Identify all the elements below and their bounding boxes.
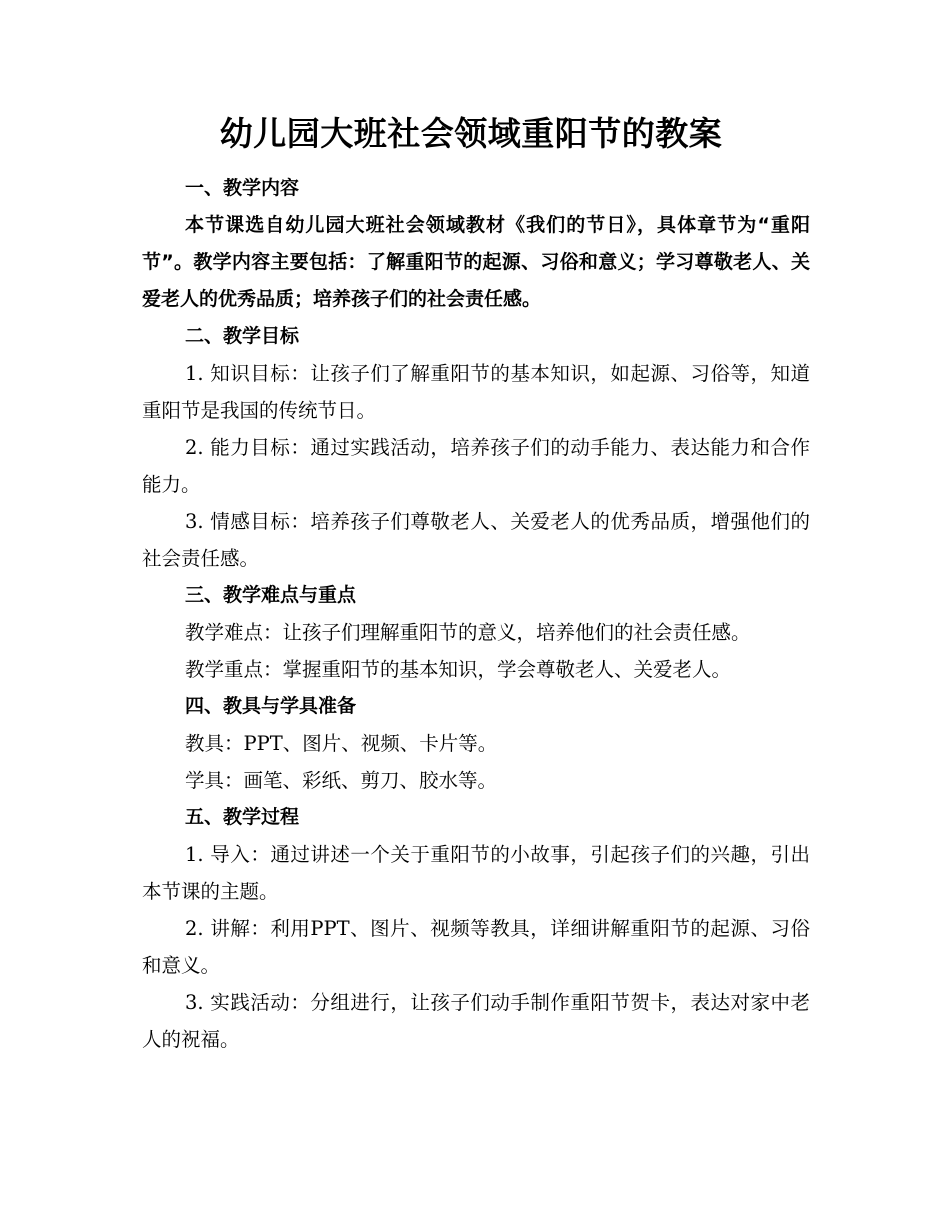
objective-ability: 2. 能力目标：通过实践活动，培养孩子们的动手能力、表达能力和合作能力。 [142, 436, 810, 496]
teaching-difficulty: 教学难点：让孩子们理解重阳节的意义，培养他们的社会责任感。 [185, 621, 751, 644]
section-heading-materials: 四、教具与学具准备 [185, 695, 357, 717]
objective-emotion: 3. 情感目标：培养孩子们尊敬老人、关爱老人的优秀品质，增强他们的社会责任感。 [142, 510, 810, 570]
teaching-focus: 教学重点：掌握重阳节的基本知识，学会尊敬老人、关爱老人。 [185, 658, 732, 681]
document-title: 幼儿园大班社会领域重阳节的教案 [219, 114, 723, 153]
process-explanation: 2. 讲解：利用PPT、图片、视频等教具，详细讲解重阳节的起源、习俗和意义。 [142, 917, 810, 977]
section-heading-objectives: 二、教学目标 [185, 325, 300, 347]
content-paragraph: 本节课选自幼儿园大班社会领域教材《我们的节日》，具体章节为“重阳节”。教学内容主要包括：了解重阳节的起源、习俗和意义；学习尊敬老人、关爱老人的优秀品质；培养孩子们的社会责任感。 [142, 214, 810, 310]
section-heading-key-points: 三、教学难点与重点 [185, 584, 357, 606]
process-introduction: 1. 导入：通过讲述一个关于重阳节的小故事，引起孩子们的兴趣，引出本节课的主题。 [142, 843, 810, 903]
learning-aids: 学具：画笔、彩纸、剪刀、胶水等。 [185, 769, 498, 792]
section-heading-process: 五、教学过程 [185, 806, 300, 828]
document-body [142, 108, 810, 1058]
objective-knowledge: 1. 知识目标：让孩子们了解重阳节的基本知识，如起源、习俗等，知道重阳节是我国的传统节日。 [142, 362, 810, 422]
section-heading-content: 一、教学内容 [185, 177, 300, 199]
teaching-aids: 教具：PPT、图片、视频、卡片等。 [185, 732, 498, 755]
process-practice: 3. 实践活动：分组进行，让孩子们动手制作重阳节贺卡，表达对家中老人的祝福。 [142, 991, 810, 1051]
